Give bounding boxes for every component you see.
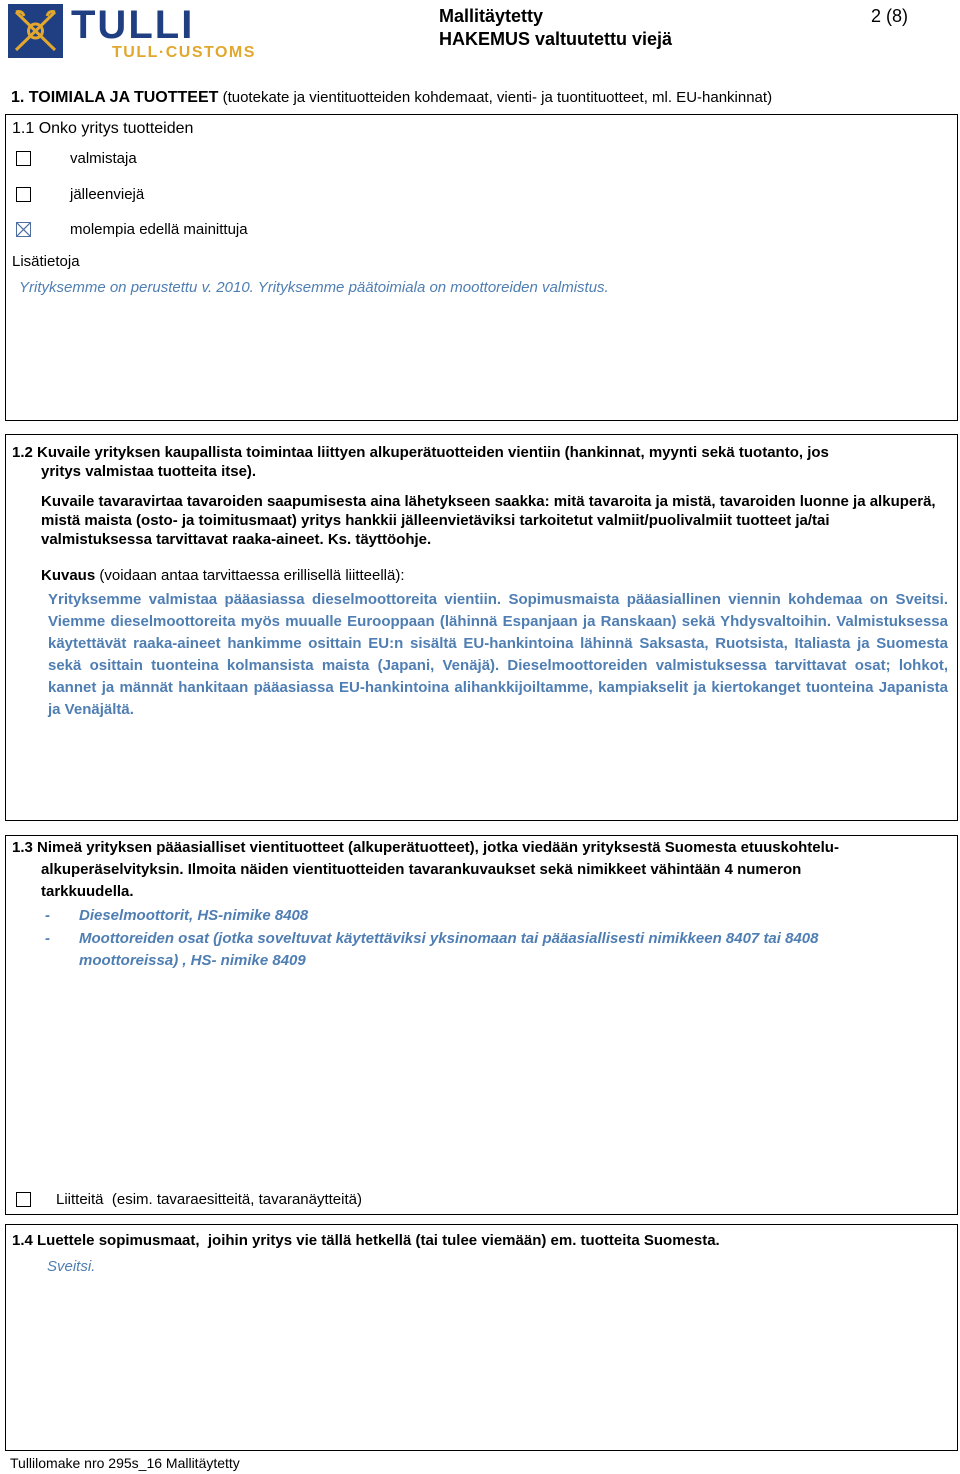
attachments-label-row	[56, 1191, 362, 1209]
checked-x-icon	[17, 223, 30, 236]
question-1-1-box	[5, 114, 958, 421]
product-item-1[interactable]: Dieselmoottorit, HS-nimike 8408	[79, 907, 309, 924]
title-line-1: Mallitäytetty	[439, 6, 544, 26]
question-1-2-line-2: yritys valmistaa tuotteita itse).	[41, 463, 257, 480]
description-label: Kuvaus	[41, 567, 96, 584]
question-1-2-line-1: 1.2 Kuvaile yrityksen kaupallista toimintaa liittyen alkuperätuotteiden vientiin (hankinnat, myynti sekä tuotanto, jos	[12, 444, 829, 461]
question-1-4: 1.4 Luettele sopimusmaat, joihin yritys vie tällä hetkellä (tai tulee viemään) em. tuotteita Suomesta.	[12, 1232, 720, 1249]
product-item-2-line-2[interactable]: moottoreissa) , HS- nimike 8409	[79, 952, 306, 969]
product-item-2-line-1[interactable]: Moottoreiden osat (jotka soveltuvat käytettäviksi yksinomaan tai pääasiallisesti nimikkeen 8407 tai 8408	[79, 930, 819, 947]
question-1-3-line-1: 1.3 Nimeä yrityksen pääasialliset vientituotteet (alkuperätuotteet), jotka viedään yrityksestä Suomesta etuuskohtelu-	[12, 839, 839, 856]
description-note: (voidaan antaa tarvittaessa erillisellä liitteellä):	[95, 567, 405, 584]
question-1-3-box	[5, 835, 958, 1215]
document-title	[439, 5, 672, 51]
description-answer[interactable]: Yrityksemme valmistaa pääasiassa dieselmoottoreita vientiin. Sopimusmaista pääasiallinen viennin kohdemaa on Sveitsi. Viemme dieselmoottoreita myös muualle Eurooppaan (lähinnä Espanjaan ja Ranskaan) sekä Yhdysvaltoihin. Valmistuksessa käytettävät raaka-aineet hankimme osittain EU:n sisältä EU-hankintoina lähinnä Saksasta, Ruotsista, Italiasta ja Suomesta sekä osittain tuonteina kolmansista maista (Japani, Venäjä). Dieselmoottoreiden valmistuksessa tarvittavat osat; lohkot, kannet ja männät hankitaan pääasiassa EU-hankintoina alihankkijoiltamme, kampiakselit ja kiertokanget tuonteina Japanista ja Venäjältä.	[48, 591, 948, 718]
question-1-2-instruction: Kuvaile tavaravirtaa tavaroiden saapumisesta aina lähetykseen saakka: mitä tavaroita ja mistä, tavaroiden luonne ja alkuperä, mistä maista (osto- ja toimitusmaat) yritys hankkii jälleenvietäviksi tarkoitetut valmiit/puolivalmiit tuotteet ja/tai valmistuksessa tarvittavat raaka-aineet. Ks. täyttöohje.	[41, 493, 936, 548]
form-footer: Tullilomake nro 295s_16 Mallitäytetty	[10, 1455, 240, 1471]
option-jalleenvieja-checkbox[interactable]	[16, 187, 31, 202]
title-line-2: HAKEMUS valtuutettu viejä	[439, 29, 673, 49]
attachments-note: (esim. tavaraesitteitä, tavaranäytteitä)	[111, 1191, 362, 1208]
option-molempia-label: molempia edellä mainittuja	[70, 221, 248, 238]
product-item-1-dash: -	[45, 907, 50, 924]
attachments-label: Liitteitä	[56, 1191, 104, 1208]
logo-sub-text: TULL·CUSTOMS	[112, 44, 256, 60]
tulli-logo	[8, 2, 292, 60]
logo-main-text: TULLI	[71, 3, 195, 47]
option-valmistaja-label: valmistaja	[70, 150, 137, 167]
tulli-emblem-icon	[8, 2, 292, 60]
question-1-4-answer[interactable]: Sveitsi.	[47, 1258, 96, 1275]
section-title-main: 1. TOIMIALA JA TUOTTEET	[11, 89, 219, 106]
question-1-3-line-2: alkuperäselvityksin. Ilmoita näiden vientituotteiden tavarankuvaukset sekä nimikkeet vähintään 4 numeron	[41, 861, 802, 878]
product-item-2-dash: -	[45, 930, 50, 947]
question-1-1: 1.1 Onko yritys tuotteiden	[12, 120, 194, 137]
option-jalleenvieja-label: jälleenviejä	[70, 186, 145, 203]
question-1-3-line-3: tarkkuudella.	[41, 883, 134, 900]
attachments-checkbox[interactable]	[16, 1192, 31, 1207]
section-title-note: (tuotekate ja vientituotteiden kohdemaat, vienti- ja tuontituotteet, ml. EU-hankinnat)	[218, 89, 773, 106]
additional-info-answer[interactable]: Yrityksemme on perustettu v. 2010. Yrityksemme päätoimiala on moottoreiden valmistus.	[19, 279, 609, 296]
page-number: 2 (8)	[871, 6, 909, 26]
description-label-row	[41, 567, 405, 585]
option-molempia-checkbox[interactable]	[16, 222, 31, 237]
section-title	[11, 88, 772, 108]
option-valmistaja-checkbox[interactable]	[16, 151, 31, 166]
additional-info-label: Lisätietoja	[12, 253, 80, 270]
question-1-4-box	[5, 1224, 958, 1451]
